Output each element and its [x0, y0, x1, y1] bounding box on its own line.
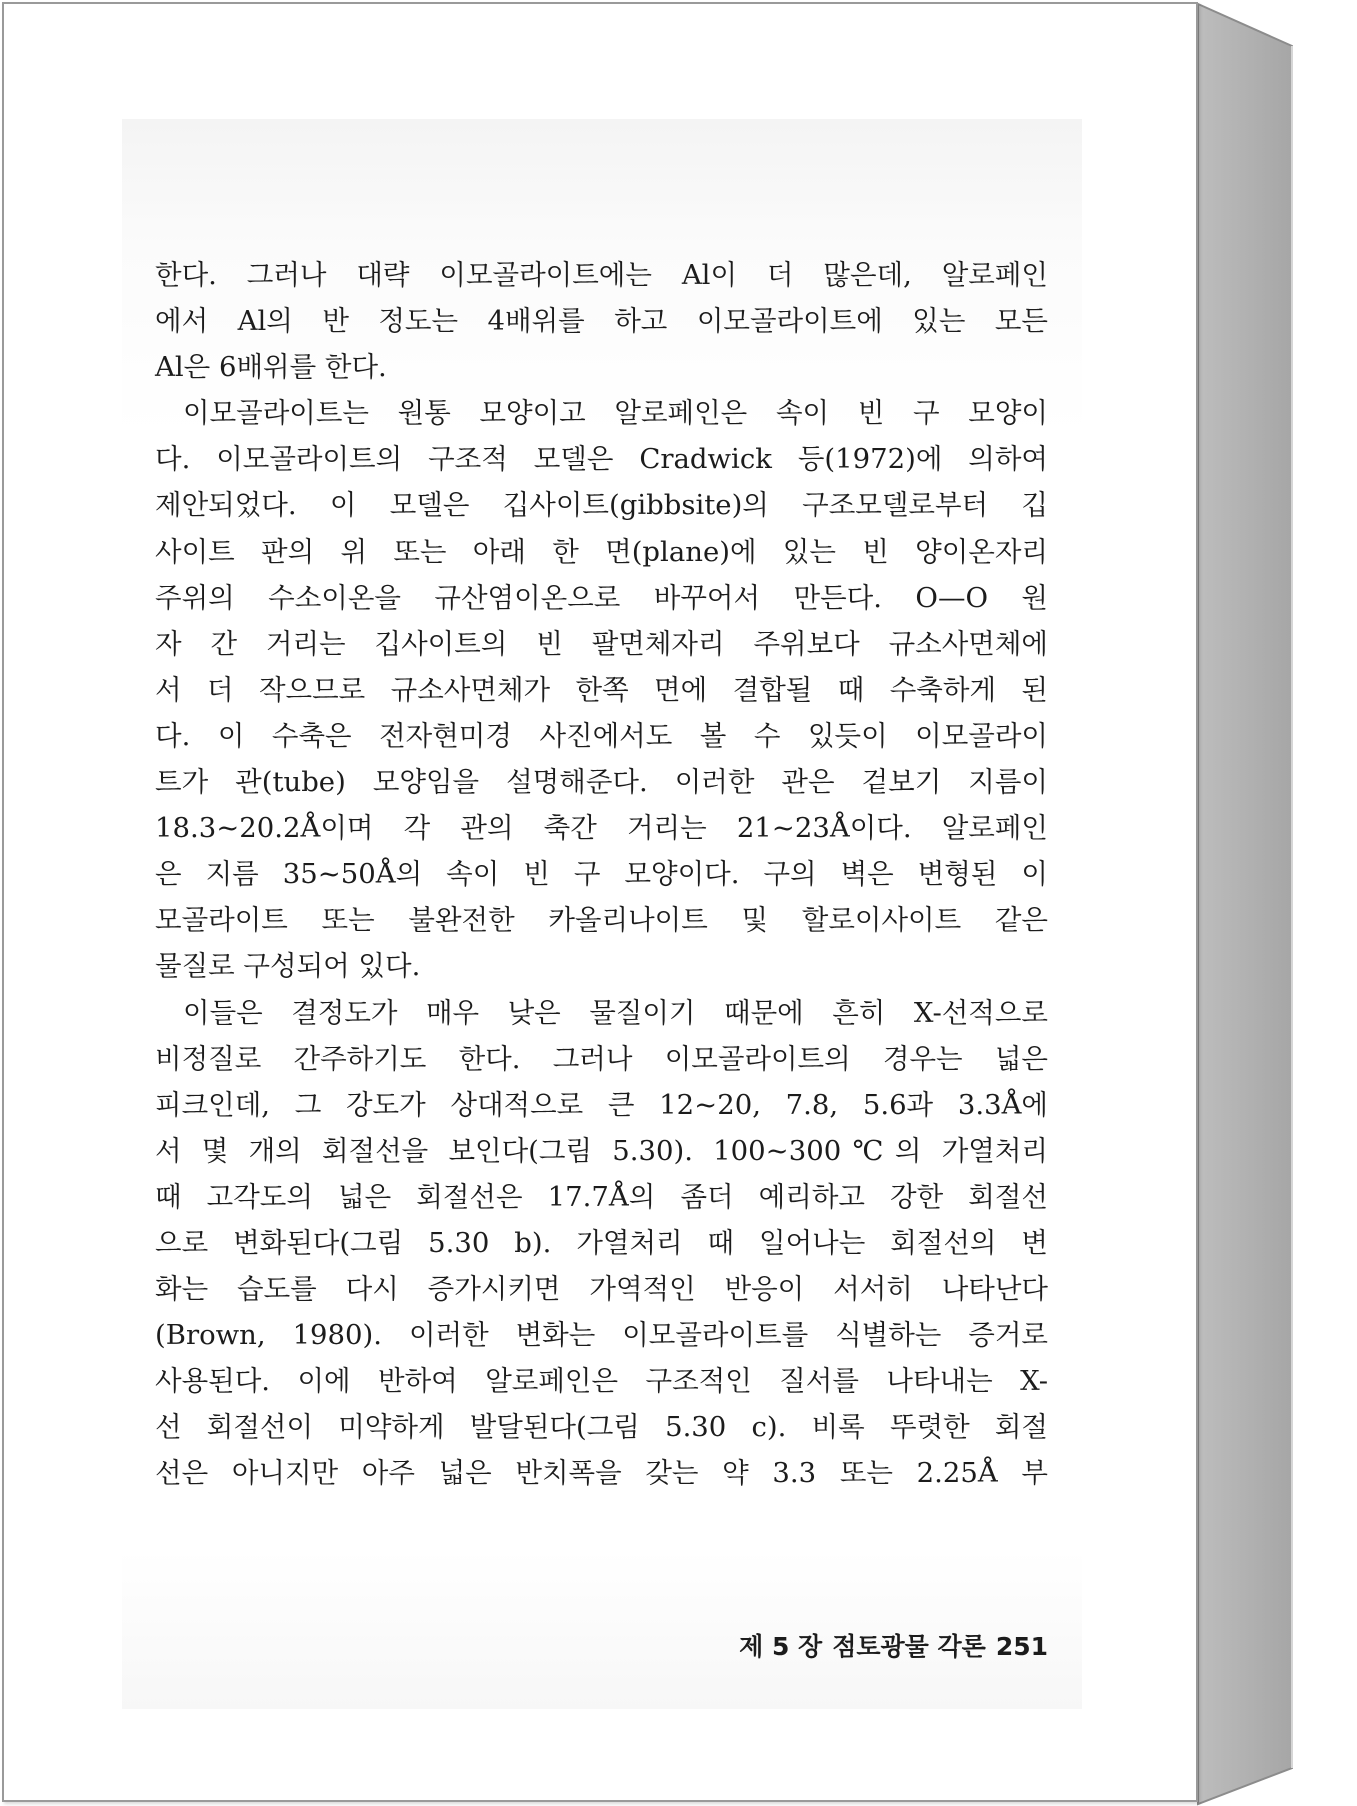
text-line: 때 고각도의 넓은 회절선은 17.7Å의 좀더 예리하고 강한 회절선 [155, 1180, 1048, 1213]
text-line: 이모골라이트는 원통 모양이고 알로페인은 속이 빈 구 모양이 [183, 397, 1048, 430]
body-text [155, 252, 1048, 1497]
text-line: 주위의 수소이온을 규산염이온으로 바꾸어서 만든다. O—O 원 [155, 581, 1048, 614]
text-line: 트가 관(tube) 모양임을 설명해준다. 이러한 관은 겉보기 지름이 [155, 766, 1048, 799]
text-line: 으로 변화된다(그림 5.30 b). 가열처리 때 일어나는 회절선의 변 [155, 1226, 1048, 1259]
text-line: 피크인데, 그 강도가 상대적으로 큰 12~20, 7.8, 5.6과 3.3Å에 [155, 1088, 1048, 1121]
text-line: 사이트 판의 위 또는 아래 한 면(plane)에 있는 빈 양이온자리 [155, 535, 1048, 568]
text-line: 다. 이 수축은 전자현미경 사진에서도 볼 수 있듯이 이모골라이 [155, 719, 1048, 752]
text-line: 선 회절선이 미약하게 발달된다(그림 5.30 c). 비록 뚜렷한 회절 [155, 1411, 1048, 1444]
text-line: 이들은 결정도가 매우 낮은 물질이기 때문에 흔히 X-선적으로 [183, 996, 1048, 1029]
text-line: 물질로 구성되어 있다. [155, 950, 421, 983]
text-line: 18.3~20.2Å이며 각 관의 축간 거리는 21~23Å이다. 알로페인 [155, 812, 1048, 845]
text-line: 은 지름 35~50Å의 속이 빈 구 모양이다. 구의 벽은 변형된 이 [155, 858, 1048, 891]
running-footer [700, 1625, 1048, 1669]
text-line: 한다. 그러나 대략 이모골라이트에는 Al이 더 많은데, 알로페인 [155, 259, 1048, 291]
text-line: 선은 아니지만 아주 넓은 반치폭을 갖는 약 3.3 또는 2.25Å 부 [155, 1457, 1048, 1490]
footer-title: 점토광물 각론 [832, 1632, 986, 1661]
text-line: 서 더 작으므로 규소사면체가 한쪽 면에 결합될 때 수축하게 된 [155, 673, 1048, 706]
text-line: Al은 6배위를 한다. [155, 351, 387, 384]
text-line: 모골라이트 또는 불완전한 카올리나이트 및 할로이사이트 같은 [155, 904, 1048, 937]
page-number: 251 [995, 1632, 1048, 1661]
text-line: 자 간 거리는 깁사이트의 빈 팔면체자리 주위보다 규소사면체에 [155, 627, 1048, 660]
text-line: (Brown, 1980). 이러한 변화는 이모골라이트를 식별하는 증거로 [155, 1319, 1048, 1352]
book-thickness-edge [1198, 4, 1292, 1804]
text-line: 다. 이모골라이트의 구조적 모델은 Cradwick 등(1972)에 의하여 [155, 443, 1048, 476]
text-line: 서 몇 개의 회절선을 보인다(그림 5.30). 100~300℃의 가열처리 [155, 1134, 1048, 1167]
footer-chapter: 제 5 장 [739, 1632, 823, 1661]
text-line: 비정질로 간주하기도 한다. 그러나 이모골라이트의 경우는 넓은 [155, 1042, 1048, 1075]
text-line: 화는 습도를 다시 증가시키면 가역적인 반응이 서서히 나타난다 [155, 1273, 1048, 1306]
text-line: 에서 Al의 반 정도는 4배위를 하고 이모골라이트에 있는 모든 [155, 305, 1048, 338]
text-line: 제안되었다. 이 모델은 깁사이트(gibbsite)의 구조모델로부터 깁 [155, 489, 1048, 522]
text-line: 사용된다. 이에 반하여 알로페인은 구조적인 질서를 나타내는 X- [155, 1365, 1048, 1398]
